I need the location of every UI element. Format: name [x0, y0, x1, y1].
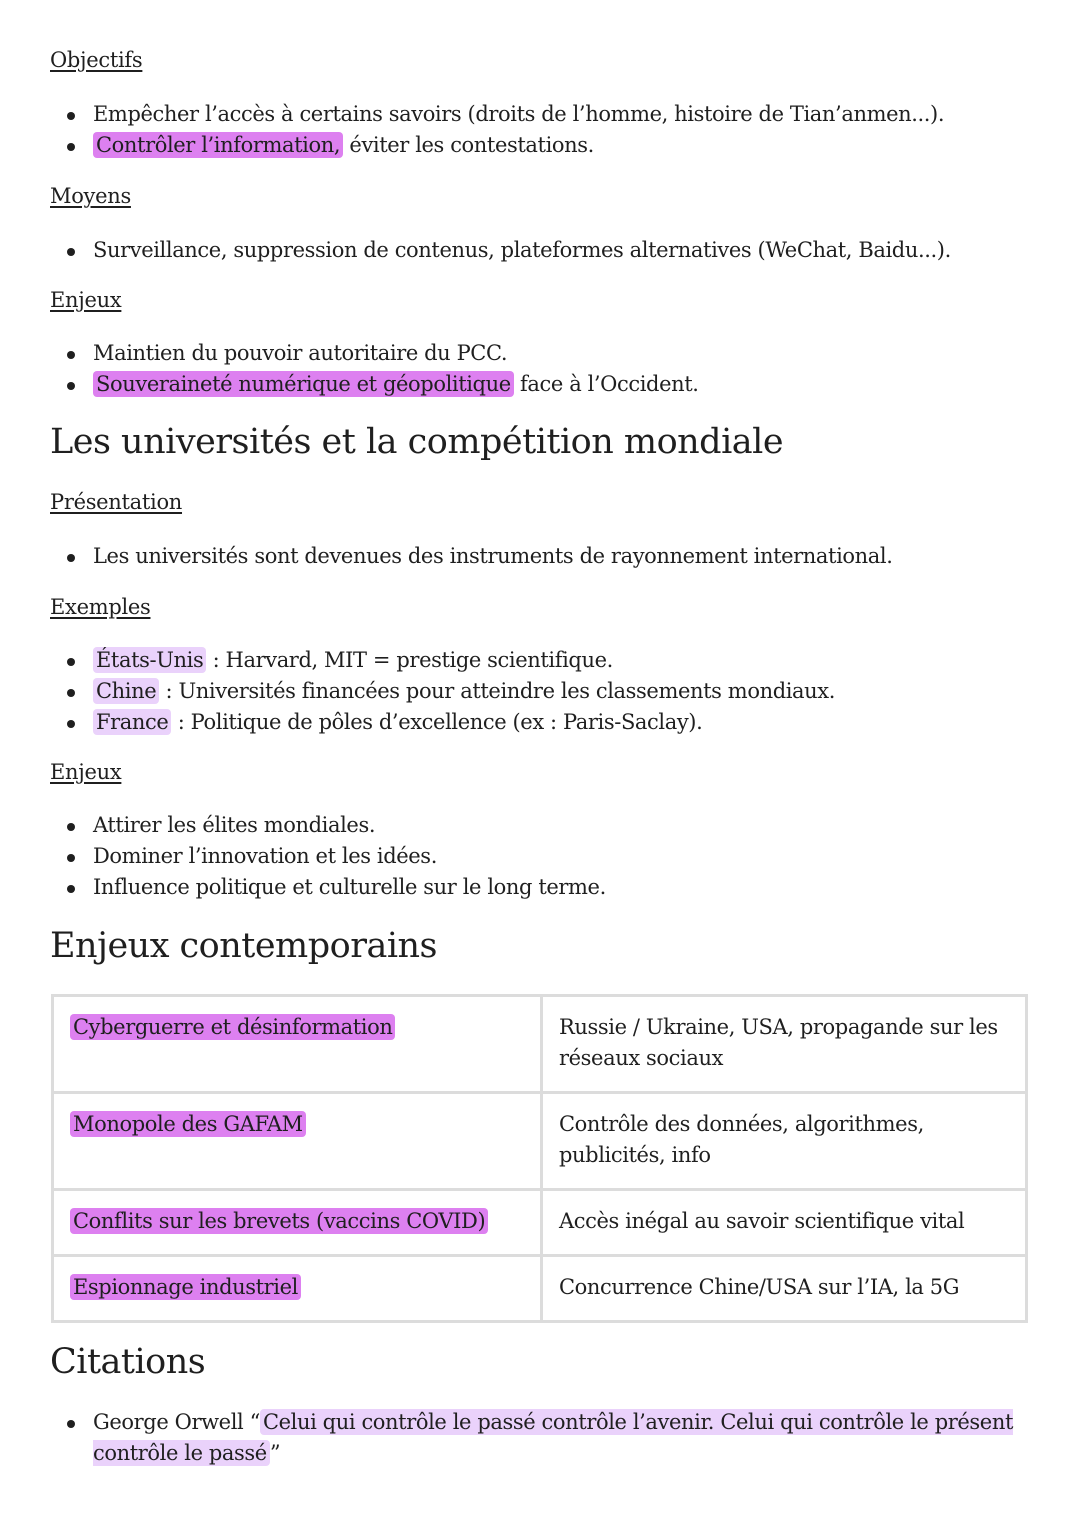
list-item: [50, 676, 835, 707]
quote-item: [50, 1407, 1033, 1469]
list-item: Surveillance, suppression de contenus, plateformes alternatives (WeChat, Baidu...).: [50, 235, 951, 266]
heading-enjeux-contemporains: Enjeux contemporains: [50, 926, 438, 966]
subheading-objectifs: Objectifs: [50, 48, 143, 72]
quote-author: George Orwell: [93, 1410, 250, 1434]
list-item: [50, 130, 944, 161]
list-item: Empêcher l’accès à certains savoirs (droits de l’homme, histoire de Tian’anmen...).: [50, 99, 944, 130]
highlight: Souveraineté numérique et géopolitique: [93, 371, 514, 397]
list-item-text: face à l’Occident.: [513, 372, 699, 396]
enjeux-table: [51, 994, 1028, 1323]
list-item-text: : Universités financées pour atteindre les classements mondiaux.: [159, 679, 836, 703]
highlight: Monopole des GAFAM: [70, 1111, 306, 1137]
list-item: Dominer l’innovation et les idées.: [50, 841, 606, 872]
table-row: [53, 1190, 1027, 1256]
quote-highlight: Celui qui contrôle le passé contrôle l’avenir. Celui qui contrôle le présent contrôle le passé: [93, 1410, 1013, 1465]
list-objectifs: [50, 99, 944, 161]
highlight: Conflits sur les brevets (vaccins COVID): [70, 1208, 488, 1234]
list-item-text: : Politique de pôles d’excellence (ex : Paris-Saclay).: [171, 710, 703, 734]
highlight: Espionnage industriel: [70, 1274, 301, 1300]
table-cell: Concurrence Chine/USA sur l’IA, la 5G: [542, 1256, 1027, 1322]
highlight: Contrôler l’information,: [93, 132, 343, 158]
list-citations: [50, 1407, 1033, 1469]
highlight: Chine: [93, 678, 159, 704]
list-item: Les universités sont devenues des instruments de rayonnement international.: [50, 541, 892, 572]
list-item-text: : Harvard, MIT = prestige scientifique.: [206, 648, 613, 672]
table-cell: [53, 1190, 542, 1256]
list-item: Influence politique et culturelle sur le long terme.: [50, 872, 606, 903]
list-item-text: éviter les contestations.: [343, 133, 594, 157]
list-presentation: [50, 541, 892, 572]
subheading-moyens: Moyens: [50, 184, 131, 208]
table-row: [53, 996, 1027, 1093]
list-item: [50, 707, 835, 738]
subheading-enjeux: Enjeux: [50, 288, 122, 312]
table-cell: Accès inégal au savoir scientifique vital: [542, 1190, 1027, 1256]
list-enjeux-2: [50, 810, 606, 903]
list-item: [50, 645, 835, 676]
quote-close-mark: ”: [269, 1441, 281, 1465]
list-item: Maintien du pouvoir autoritaire du PCC.: [50, 338, 699, 369]
list-exemples: [50, 645, 835, 738]
table-cell: [53, 1256, 542, 1322]
table-cell: Russie / Ukraine, USA, propagande sur les réseaux sociaux: [542, 996, 1027, 1093]
table-cell: Contrôle des données, algorithmes, publicités, info: [542, 1093, 1027, 1190]
highlight: Cyberguerre et désinformation: [70, 1014, 395, 1040]
highlight: France: [93, 709, 171, 735]
list-enjeux: [50, 338, 699, 400]
list-item: Attirer les élites mondiales.: [50, 810, 606, 841]
heading-citations: Citations: [50, 1342, 206, 1382]
highlight: États-Unis: [93, 647, 206, 673]
subheading-presentation: Présentation: [50, 490, 183, 514]
list-item: [50, 369, 699, 400]
table-cell: [53, 1093, 542, 1190]
heading-universites: Les universités et la compétition mondiale: [50, 422, 784, 462]
list-moyens: [50, 235, 951, 266]
subheading-exemples: Exemples: [50, 595, 151, 619]
table-row: [53, 1256, 1027, 1322]
quote-open-mark: “: [249, 1410, 260, 1434]
table-cell: [53, 996, 542, 1093]
table-row: [53, 1093, 1027, 1190]
subheading-enjeux-2: Enjeux: [50, 760, 122, 784]
